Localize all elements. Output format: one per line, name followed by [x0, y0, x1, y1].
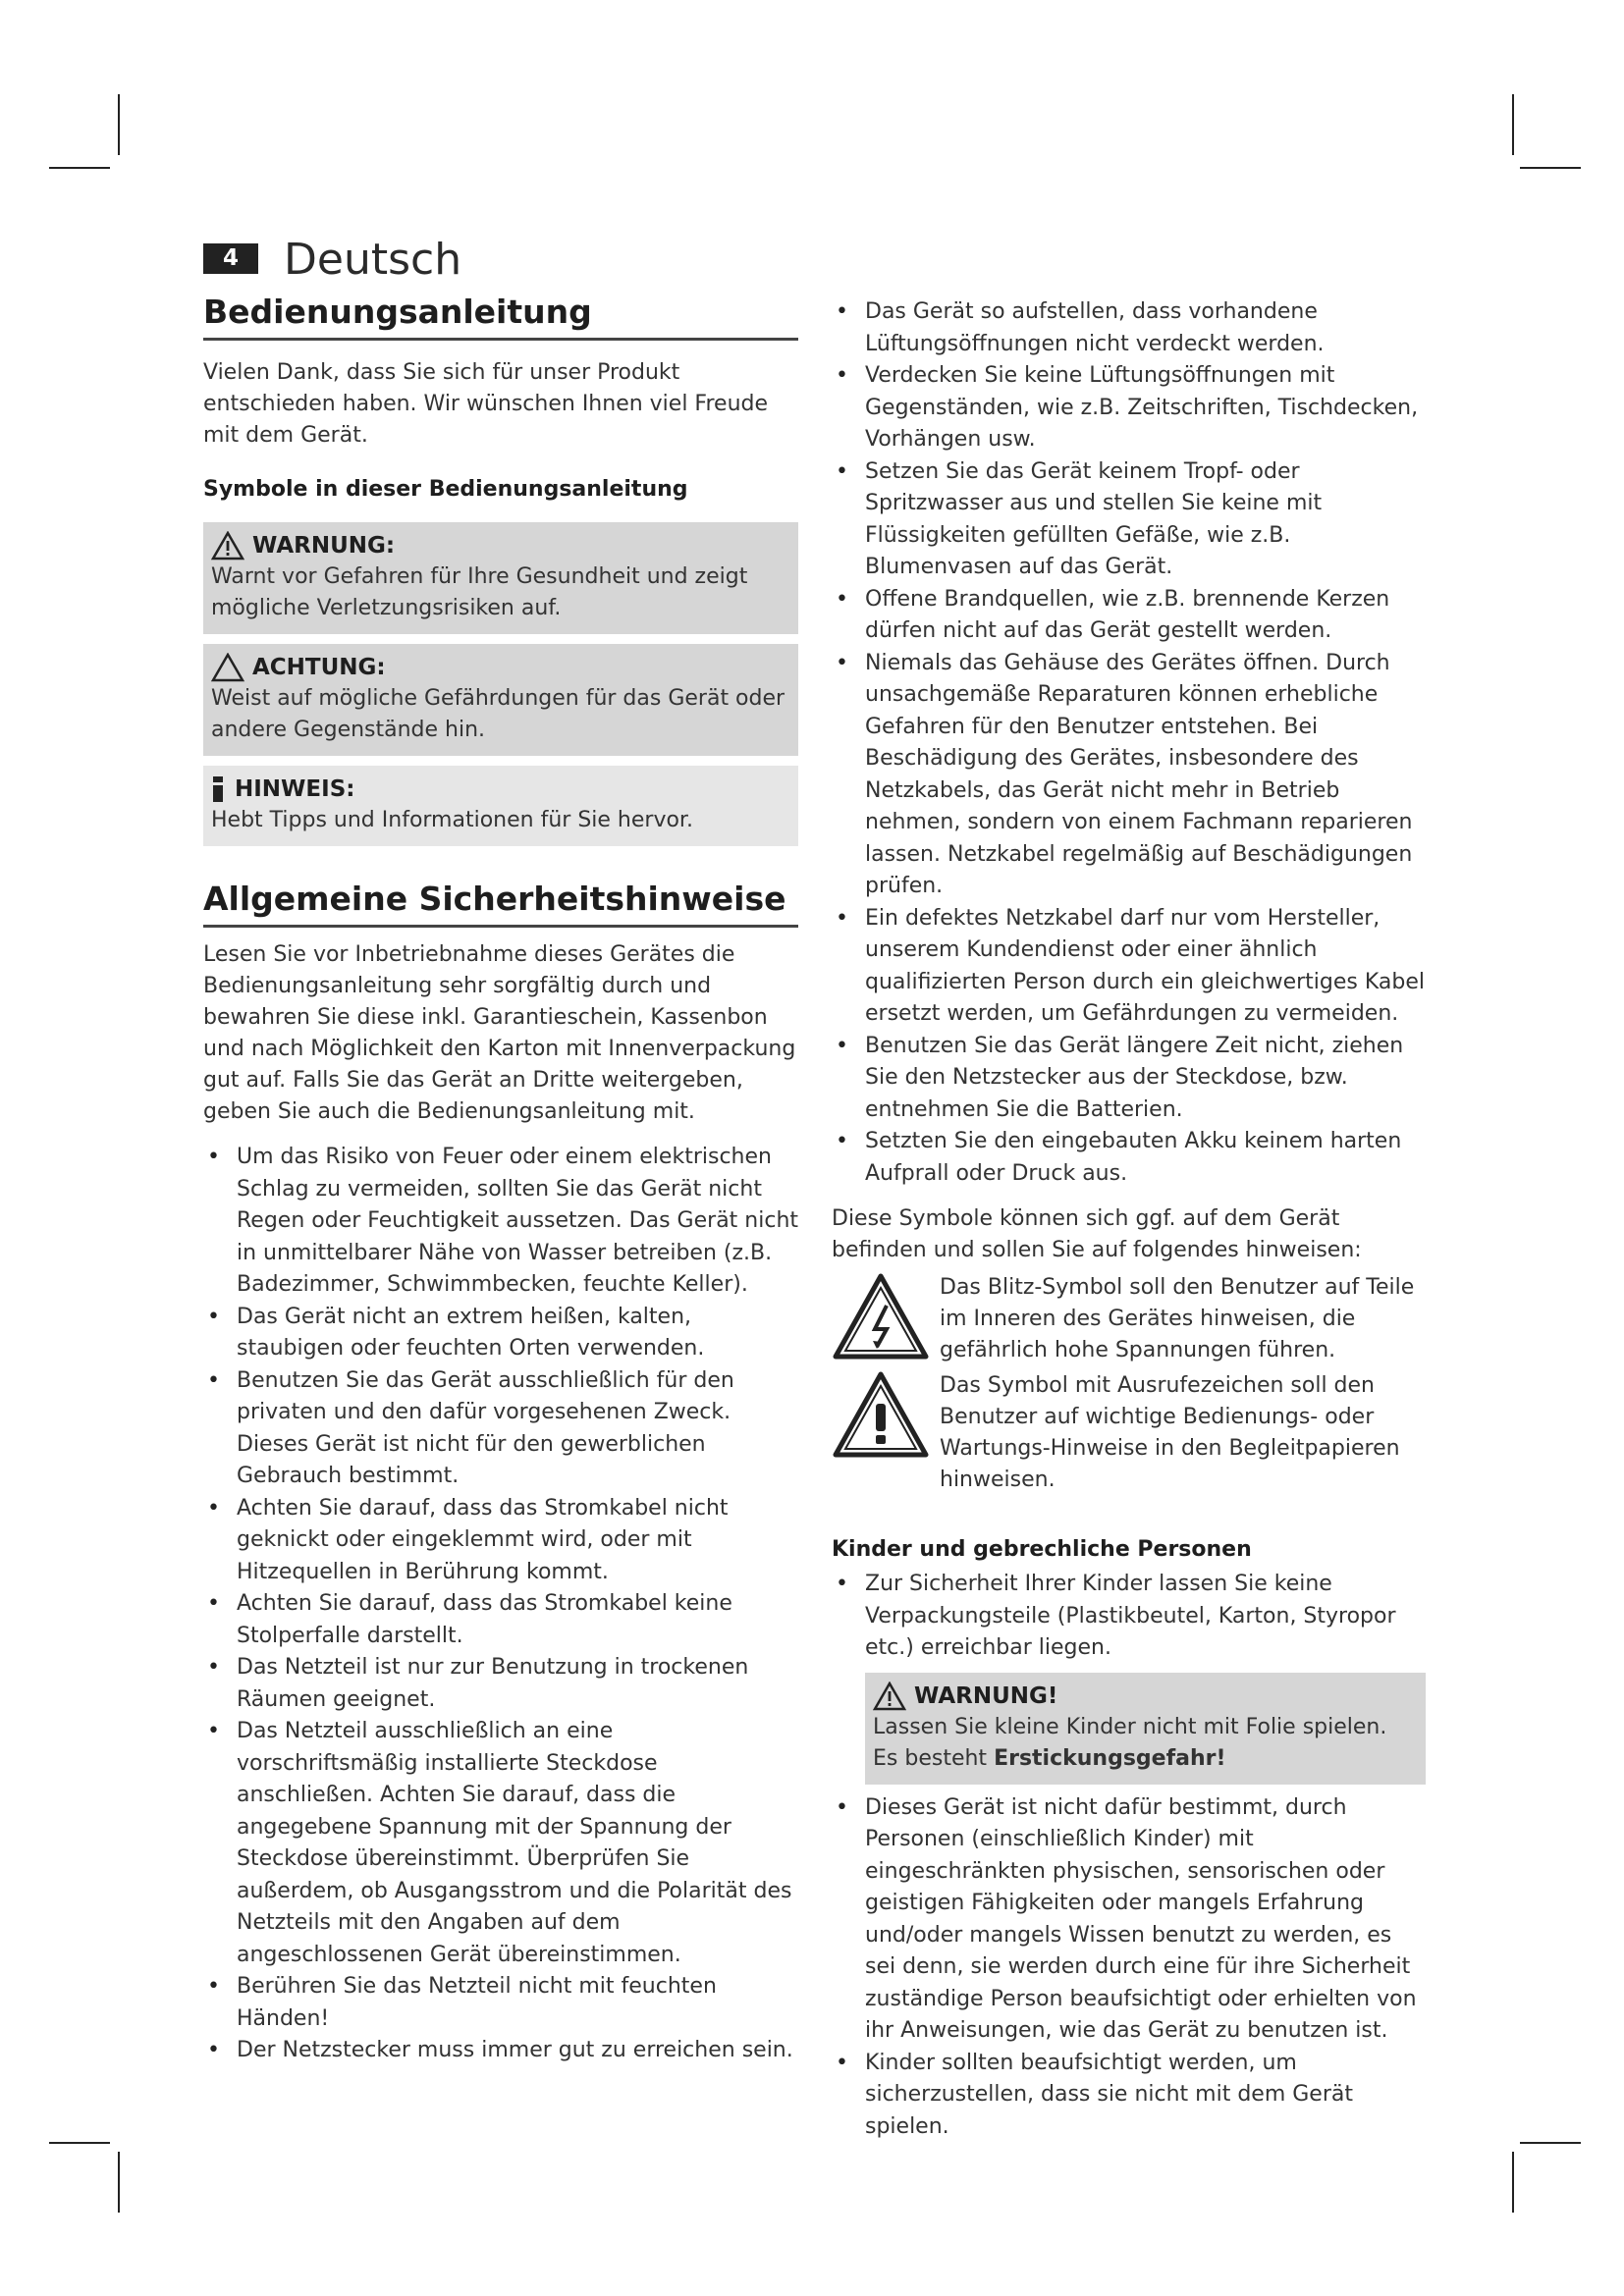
children-heading: Kinder und gebrechliche Personen [832, 1537, 1252, 1562]
list-item: • Ein defektes Netzkabel darf nur vom Hersteller, unserem Kundendienst oder einer ähnlich qualifizierten Person durch ein gleichwertiges Kabel ersetzt werden, um Gefährdungen zu vermeiden. [832, 903, 1426, 1031]
children-warning-title: WARNUNG! [914, 1682, 1058, 1709]
symbols-intro: Diese Symbole können sich ggf. auf dem Gerät befinden und sollen Sie auf folgendes hinweisen: [832, 1206, 1362, 1262]
lightning-warning-icon [832, 1272, 930, 1362]
children-warning-text: Lassen Sie kleine Kinder nicht mit Folie spielen. Es besteht [873, 1714, 1387, 1771]
safety-intro: Lesen Sie vor Inbetriebnahme dieses Gerätes die Bedienungsanleitung sehr sorgfältig durch und bewahren Sie diese inkl. Garantieschein, Kassenbon und nach Möglichkeit den Karton mit Innenverpackung gut auf. Falls Sie das Gerät an Dritte weitergeben, geben Sie auch die Bedienungsanleitung mit. [203, 942, 796, 1124]
lightning-symbol-text: Das Blitz-Symbol soll den Benutzer auf Teile im Inneren des Gerätes hinweisen, die gefährlich hohe Spannungen führen. [940, 1275, 1415, 1362]
note-title: HINWEIS: [235, 776, 355, 802]
list-item: • Der Netzstecker muss immer gut zu erreichen sein. [203, 2035, 798, 2067]
children-warning-emphasis: Erstickungsgefahr! [994, 1745, 1226, 1771]
crop-mark [49, 167, 110, 169]
crop-mark [1520, 2142, 1581, 2144]
caution-box [203, 644, 798, 756]
safety-title: Allgemeine Sicherheitshinweise [203, 880, 798, 928]
crop-mark [1512, 2152, 1514, 2213]
info-icon [211, 774, 225, 804]
list-item: • Achten Sie darauf, dass das Stromkabel keine Stolperfalle darstellt. [203, 1588, 798, 1652]
children-list [832, 1569, 1426, 1665]
manual-title: Bedienungsanleitung [203, 293, 798, 341]
children-list-continued [832, 1792, 1426, 2144]
list-item: • Kinder sollten beaufsichtigt werden, um sicherzustellen, dass sie nicht mit dem Gerät spielen. [832, 2048, 1426, 2144]
list-item: • Benutzen Sie das Gerät längere Zeit nicht, ziehen Sie den Netzstecker aus der Steckdose, bzw. entnehmen Sie die Batterien. [832, 1031, 1426, 1127]
note-box [203, 766, 798, 846]
list-item: • Benutzen Sie das Gerät ausschließlich für den privaten und den dafür vorgesehenen Zweck. Dieses Gerät ist nicht für den gewerblichen Gebrauch bestimmt. [203, 1365, 798, 1493]
crop-mark [49, 2142, 110, 2144]
note-text: Hebt Tipps und Informationen für Sie hervor. [211, 808, 693, 832]
crop-mark [118, 2152, 120, 2213]
list-item: • Um das Risiko von Feuer oder einem elektrischen Schlag zu vermeiden, sollten Sie das Gerät nicht Regen oder Feuchtigkeit aussetzen. Das Gerät nicht in unmittelbarer Nähe von Wasser betreiben (z.B. Badezimmer, Schwimmbecken, feuchte Keller). [203, 1142, 798, 1302]
warning-triangle-icon [873, 1682, 906, 1711]
exclamation-symbol-row [832, 1370, 1426, 1496]
warning-title: WARNUNG: [252, 533, 396, 559]
list-item: • Achten Sie darauf, dass das Stromkabel nicht geknickt oder eingeklemmt wird, oder mit Hitzequellen in Berührung kommt. [203, 1493, 798, 1589]
warning-text: Warnt vor Gefahren für Ihre Gesundheit und zeigt mögliche Verletzungsrisiken auf. [211, 564, 748, 620]
page-language: Deutsch [284, 235, 462, 285]
list-item: • Dieses Gerät ist nicht dafür bestimmt, durch Personen (einschließlich Kinder) mit eingeschränkten physischen, sensorischen oder geistigen Fähigkeiten oder mangels Erfahrung und/oder mangels Wissen benutzt zu werden, es sei denn, sie werden durch eine für ihre Sicherheit zuständige Person beaufsichtigt oder erhielten von ihr Anweisungen, wie das Gerät zu benutzen ist. [832, 1792, 1426, 2048]
exclamation-warning-icon [832, 1370, 930, 1461]
list-item: • Das Netzteil ist nur zur Benutzung in trockenen Räumen geeignet. [203, 1652, 798, 1716]
warning-triangle-icon [211, 531, 244, 561]
list-item: • Setzen Sie das Gerät keinem Tropf- oder Spritzwasser aus und stellen Sie keine mit Flüssigkeiten gefüllten Gefäße, wie z.B. Blumenvasen auf das Gerät. [832, 456, 1426, 584]
caution-text: Weist auf mögliche Gefährdungen für das Gerät oder andere Gegenstände hin. [211, 686, 785, 742]
exclamation-symbol-text: Das Symbol mit Ausrufezeichen soll den Benutzer auf wichtige Bedienungs- oder Wartungs-Hinweise in den Begleitpapieren hinweisen. [940, 1373, 1400, 1492]
list-item: • Das Netzteil ausschließlich an eine vorschriftsmäßig installierte Steckdose anschließen. Achten Sie darauf, dass die angegebene Spannung mit der Spannung der Steckdose übereinstimmt. Überprüfen Sie außerdem, ob Ausgangsstrom und die Polarität des Netzteils mit den Angaben auf dem angeschlossenen Gerät übereinstimmen. [203, 1716, 798, 1971]
caution-title: ACHTUNG: [252, 655, 386, 680]
list-item: • Das Gerät nicht an extrem heißen, kalten, staubigen oder feuchten Orten verwenden. [203, 1302, 798, 1365]
list-item: • Zur Sicherheit Ihrer Kinder lassen Sie keine Verpackungsteile (Plastikbeutel, Karton, Styropor etc.) erreichbar liegen. [832, 1569, 1426, 1665]
safety-list-continued [832, 296, 1426, 1190]
lightning-symbol-row [832, 1272, 1426, 1366]
crop-mark [118, 94, 120, 155]
intro-text: Vielen Dank, dass Sie sich für unser Produkt entschieden haben. Wir wünschen Ihnen viel Freude mit dem Gerät. [203, 360, 769, 448]
symbols-heading: Symbole in dieser Bedienungsanleitung [203, 477, 688, 502]
crop-mark [1512, 94, 1514, 155]
page-number: 4 [203, 243, 258, 274]
warning-box [203, 522, 798, 634]
safety-list [203, 1142, 798, 2067]
crop-mark [1520, 167, 1581, 169]
list-item: • Setzten Sie den eingebauten Akku keinem harten Aufprall oder Druck aus. [832, 1126, 1426, 1190]
list-item: • Verdecken Sie keine Lüftungsöffnungen mit Gegenständen, wie z.B. Zeitschriften, Tischdecken, Vorhängen usw. [832, 360, 1426, 456]
caution-triangle-icon [211, 653, 244, 682]
list-item: • Niemals das Gehäuse des Gerätes öffnen. Durch unsachgemäße Reparaturen können erhebliche Gefahren für den Benutzer entstehen. Bei Beschädigung des Gerätes, insbesondere des Netzkabels, das Gerät nicht mehr in Betrieb nehmen, sondern von einem Fachmann reparieren lassen. Netzkabel regelmäßig auf Beschädigungen prüfen. [832, 648, 1426, 903]
list-item: • Das Gerät so aufstellen, dass vorhandene Lüftungsöffnungen nicht verdeckt werden. [832, 296, 1426, 360]
list-item: • Offene Brandquellen, wie z.B. brennende Kerzen dürfen nicht auf das Gerät gestellt werden. [832, 584, 1426, 648]
list-item: • Berühren Sie das Netzteil nicht mit feuchten Händen! [203, 1971, 798, 2035]
children-warning-box [865, 1673, 1426, 1785]
